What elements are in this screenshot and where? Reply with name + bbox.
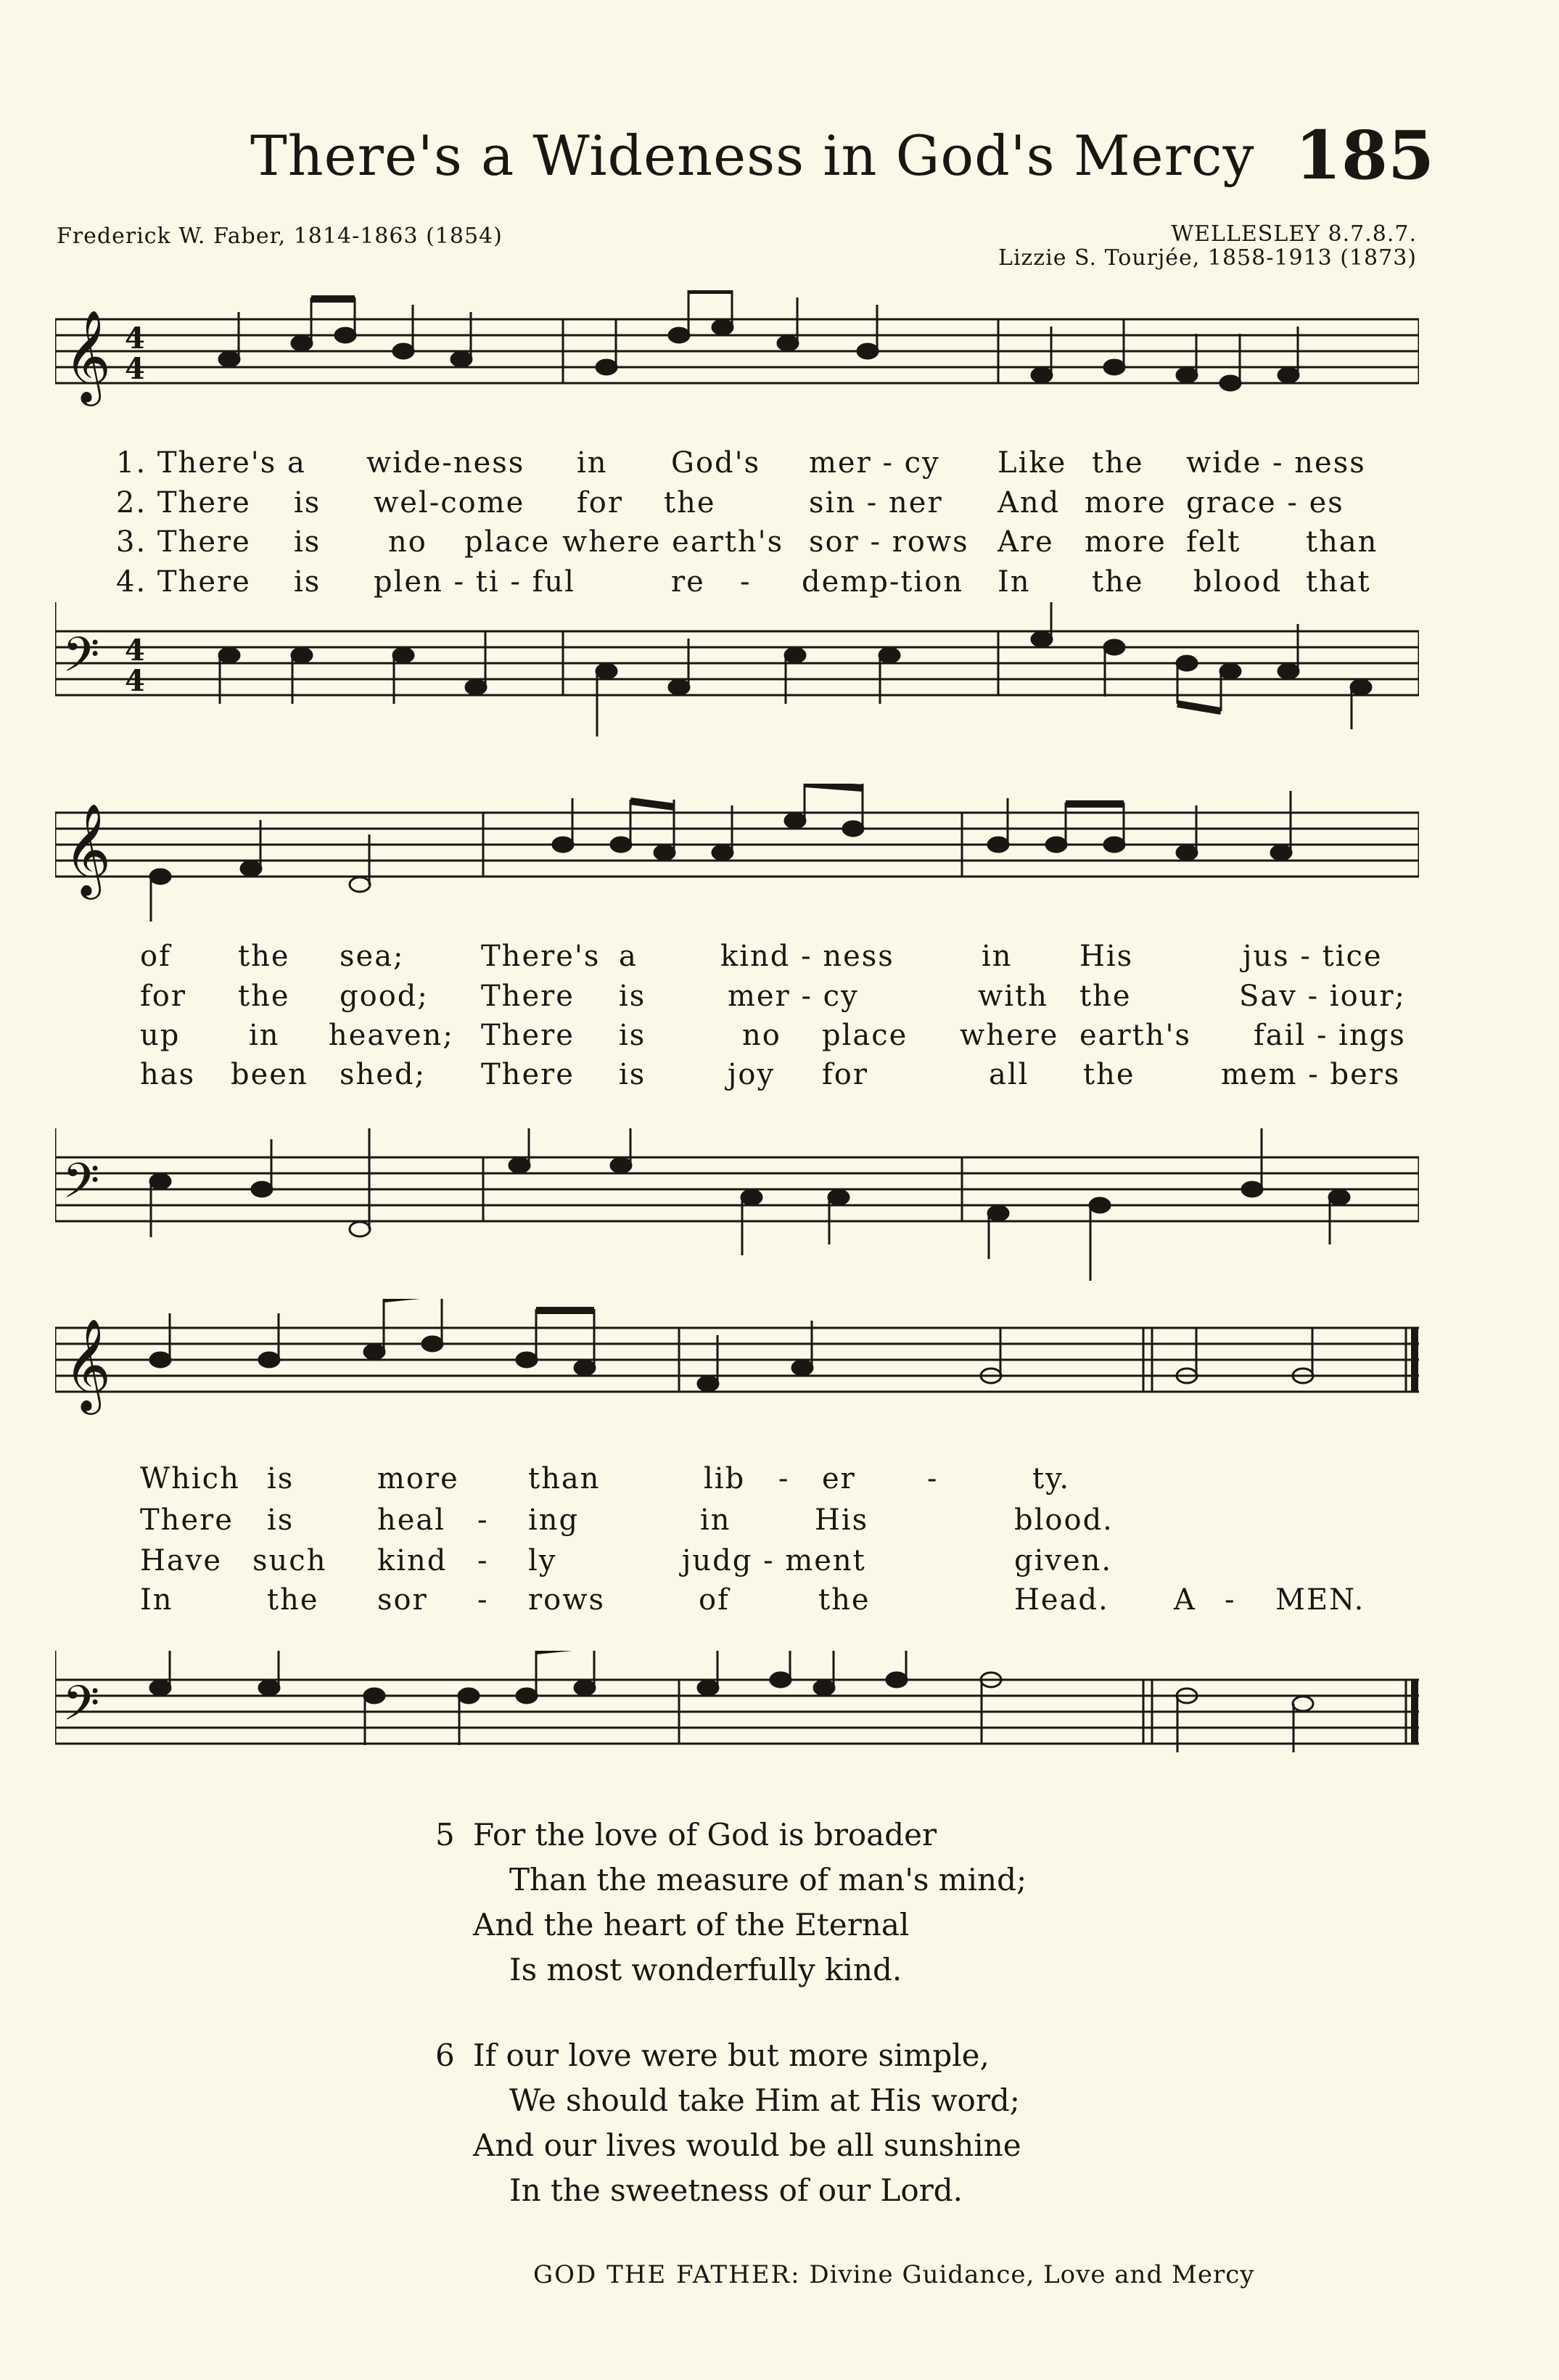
syllable: is: [294, 525, 321, 559]
syllable: with: [978, 980, 1048, 1013]
topic-footer: [533, 2260, 1254, 2289]
syllable: In: [997, 565, 1031, 599]
syllable: the: [1079, 980, 1132, 1013]
syllable: Head.: [1014, 1583, 1109, 1617]
syllable: 3. There: [116, 525, 251, 559]
syllable: 4. There: [116, 565, 251, 599]
stanza-line: If our love were but more simple,: [473, 2038, 990, 2073]
stanza-line: For the love of God is broader: [473, 1817, 937, 1852]
syllable: of: [140, 940, 171, 973]
syllable: There: [481, 980, 575, 1013]
syllable: joy: [728, 1058, 776, 1091]
syllable: heaven;: [329, 1019, 454, 1052]
syllable: for: [140, 980, 187, 1013]
syllable: is: [267, 1462, 295, 1495]
stanza-line: We should take Him at His word;: [509, 2082, 1020, 2118]
syllable: is: [267, 1503, 295, 1537]
syllable: in: [982, 940, 1013, 973]
syllable: in: [249, 1019, 280, 1052]
topic-subject: Divine Guidance, Love and Mercy: [809, 2260, 1255, 2289]
syllable: kind - ness: [720, 940, 894, 973]
syllable: given.: [1014, 1544, 1113, 1577]
syllable: In: [140, 1583, 173, 1617]
syllable: His: [1079, 940, 1134, 973]
syllable: rows: [528, 1583, 605, 1617]
syllable: And: [997, 486, 1061, 520]
syllable: -: [1225, 1583, 1236, 1617]
syllable: ing: [528, 1503, 580, 1537]
syllable: good;: [340, 980, 429, 1013]
syllable: A: [1174, 1583, 1196, 1617]
svg-text:𝄞: 𝄞: [64, 309, 112, 402]
syllable: 1. There's a: [116, 446, 306, 480]
svg-text:4: 4: [125, 633, 145, 668]
syllable: jus - tice: [1243, 940, 1383, 973]
syllable: ty.: [1032, 1462, 1071, 1495]
syllable: mer - cy: [809, 446, 940, 480]
syllable: sea;: [340, 940, 405, 973]
stanza-6: [435, 2033, 1021, 2213]
syllable: There: [140, 1503, 234, 1537]
syllable: of: [699, 1583, 730, 1617]
syllable: er: [822, 1462, 856, 1495]
syllable: sor - rows: [809, 525, 969, 559]
stanza-number: 6: [435, 2038, 455, 2073]
topic-category: GOD THE FATHER:: [533, 2260, 801, 2289]
svg-text:4: 4: [125, 321, 145, 356]
syllable: place: [464, 525, 551, 559]
bass-staff-system-1: [55, 602, 1419, 747]
syllable: kind: [377, 1544, 448, 1577]
syllable: such: [252, 1544, 327, 1577]
syllable: judg - ment: [682, 1544, 866, 1577]
syllable: is: [294, 486, 321, 520]
syllable: demp-tion: [802, 565, 964, 599]
treble-staff-system-2: [55, 784, 1419, 929]
syllable: where: [960, 1019, 1059, 1052]
stanza-line: And the heart of the Eternal: [473, 1907, 910, 1942]
syllable: heal: [377, 1503, 446, 1537]
syllable: in: [577, 446, 608, 480]
syllable: than: [528, 1462, 601, 1495]
syllable: -: [477, 1503, 489, 1537]
syllable: Which: [140, 1462, 240, 1495]
syllable: Are: [997, 525, 1054, 559]
syllable: wide-ness: [366, 446, 525, 480]
syllable: His: [815, 1503, 869, 1537]
composer-credit: Lizzie S. Tourjée, 1858-1913 (1873): [998, 245, 1417, 271]
syllable: There's: [481, 940, 601, 973]
svg-text:4: 4: [125, 664, 145, 698]
syllable: Like: [997, 446, 1067, 480]
syllable: wel-come: [374, 486, 525, 520]
syllable: sin - ner: [809, 486, 943, 520]
syllable: is: [294, 565, 321, 599]
syllable: where earth's: [562, 525, 784, 559]
stanza-line: Than the measure of man's mind;: [509, 1862, 1027, 1897]
syllable: There: [481, 1058, 575, 1091]
syllable: shed;: [340, 1058, 427, 1091]
syllable: for: [822, 1058, 869, 1091]
hymn-number: 185: [1295, 116, 1435, 194]
syllable: no: [742, 1019, 781, 1052]
syllable: that: [1306, 565, 1371, 599]
syllable: a: [619, 940, 638, 973]
syllable: more: [1085, 486, 1167, 520]
syllable: the: [238, 940, 290, 973]
stanza-line: In the sweetness of our Lord.: [509, 2172, 963, 2208]
syllable: than: [1306, 525, 1378, 559]
svg-text:𝄢: 𝄢: [62, 1675, 100, 1743]
syllable: Have: [140, 1544, 222, 1577]
syllable: no: [388, 525, 427, 559]
syllable: mem - bers: [1221, 1058, 1401, 1091]
svg-text:𝄢: 𝄢: [62, 627, 100, 694]
svg-text:𝄞: 𝄞: [64, 803, 112, 895]
stanza-5: [435, 1813, 1027, 1993]
syllable: all: [989, 1058, 1029, 1091]
syllable: There: [481, 1019, 575, 1052]
stanza-line: And our lives would be all sunshine: [473, 2127, 1021, 2163]
syllable: blood: [1193, 565, 1283, 599]
syllable: mer - cy: [728, 980, 859, 1013]
syllable: place: [822, 1019, 908, 1052]
syllable: the: [1092, 565, 1144, 599]
syllable: has: [140, 1058, 196, 1091]
syllable: plen - ti - ful: [374, 565, 575, 599]
syllable: -: [477, 1583, 489, 1617]
syllable: God's: [671, 446, 761, 480]
hymn-title: There's a Wideness in God's Mercy: [250, 123, 1255, 188]
syllable: in: [700, 1503, 731, 1537]
tune-name: WELLESLEY 8.7.8.7.: [1171, 221, 1417, 247]
stanza-line: Is most wonderfully kind.: [509, 1952, 902, 1987]
syllable: MEN.: [1275, 1583, 1365, 1617]
stanza-number: 5: [435, 1817, 455, 1852]
svg-text:𝄞: 𝄞: [64, 1318, 112, 1411]
syllable: earth's: [1079, 1019, 1191, 1052]
syllable: -: [477, 1544, 489, 1577]
syllable: re: [671, 565, 705, 599]
syllable: lib: [704, 1462, 746, 1495]
syllable: the: [818, 1583, 871, 1617]
syllable: more: [1085, 525, 1167, 559]
syllable: more: [377, 1462, 459, 1495]
svg-text:4: 4: [125, 352, 145, 386]
treble-staff-system-3: [55, 1299, 1419, 1444]
bass-staff-system-2: [55, 1128, 1419, 1295]
syllable: is: [619, 1019, 646, 1052]
syllable: -: [778, 1462, 790, 1495]
syllable: 2. There: [116, 486, 251, 520]
syllable: fail - ings: [1254, 1019, 1406, 1052]
syllable: ly: [528, 1544, 557, 1577]
syllable: the: [664, 486, 716, 520]
syllable: the: [238, 980, 290, 1013]
syllable: is: [619, 980, 646, 1013]
syllable: the: [1092, 446, 1144, 480]
syllable: grace - es: [1186, 486, 1344, 520]
bass-staff-system-3: [55, 1651, 1419, 1796]
syllable: sor: [377, 1583, 428, 1617]
syllable: the: [1083, 1058, 1135, 1091]
syllable: Sav - iour;: [1239, 980, 1407, 1013]
syllable: is: [619, 1058, 646, 1091]
syllable: -: [740, 565, 752, 599]
syllable: felt: [1186, 525, 1241, 559]
syllable: up: [140, 1019, 181, 1052]
syllable: the: [267, 1583, 319, 1617]
syllable: blood.: [1014, 1503, 1114, 1537]
syllable: -: [927, 1462, 939, 1495]
author-credit: Frederick W. Faber, 1814-1863 (1854): [57, 223, 503, 249]
syllable: been: [231, 1058, 308, 1091]
syllable: wide - ness: [1186, 446, 1366, 480]
svg-text:𝄢: 𝄢: [62, 1153, 100, 1220]
treble-staff-system-1: [55, 290, 1419, 435]
syllable: for: [577, 486, 624, 520]
